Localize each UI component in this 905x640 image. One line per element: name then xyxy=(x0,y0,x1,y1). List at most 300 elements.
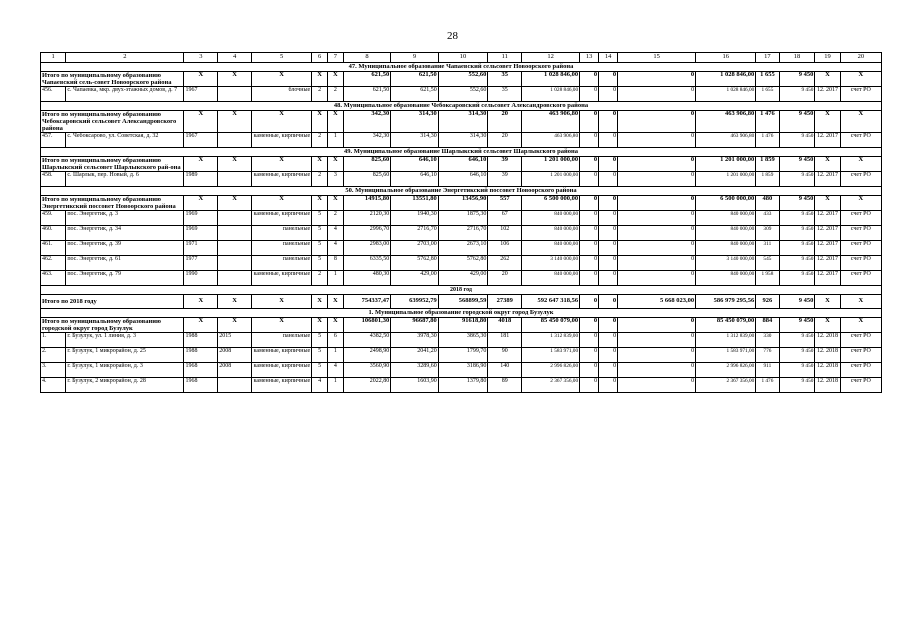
cell-c14: 0 xyxy=(599,348,618,363)
housing-register-table xyxy=(40,52,882,393)
cell-c20: счет РО xyxy=(840,87,881,102)
cell-c5: панельные xyxy=(252,256,312,271)
cell-c14: 0 xyxy=(599,363,618,378)
cell-c11: 20 xyxy=(488,271,522,286)
total-c17: 884 xyxy=(756,318,779,333)
cell-c16: 463 906,80 xyxy=(696,133,756,148)
total-c8: 754337,47 xyxy=(343,295,390,309)
cell-c16: 2 367 356,00 xyxy=(696,378,756,393)
total-c5: X xyxy=(252,111,312,133)
total-c3: X xyxy=(184,72,218,87)
cell-c4 xyxy=(218,226,252,241)
cell-c20: счет РО xyxy=(840,348,881,363)
cell-c14: 0 xyxy=(599,256,618,271)
total-c20: X xyxy=(840,157,881,172)
cell-c14: 0 xyxy=(599,378,618,393)
total-label: Итого по муниципальному образованию городской округ город Бузулук xyxy=(41,318,184,333)
cell-c15: 0 xyxy=(618,348,696,363)
cell-c4 xyxy=(218,87,252,102)
cell-c7: 4 xyxy=(327,363,343,378)
total-c19: X xyxy=(815,318,840,333)
cell-c11: 20 xyxy=(488,133,522,148)
total-c13: 0 xyxy=(580,157,599,172)
cell-c5: панельные xyxy=(252,333,312,348)
total-c14: 0 xyxy=(599,72,618,87)
cell-c8: 2498,90 xyxy=(343,348,390,363)
total-row xyxy=(41,196,882,211)
total-c4: X xyxy=(218,318,252,333)
cell-c11: 89 xyxy=(488,378,522,393)
cell-c12: 1 201 000,00 xyxy=(522,172,580,187)
cell-c11: 262 xyxy=(488,256,522,271)
cell-c14: 0 xyxy=(599,271,618,286)
column-number: 13 xyxy=(580,53,599,63)
cell-c18: 9 450 xyxy=(779,363,815,378)
total-c12: 463 906,80 xyxy=(522,111,580,133)
total-c6: X xyxy=(312,111,328,133)
total-c18: 9 450 xyxy=(779,196,815,211)
cell-c2: г. Бузулук, 1 микрорайон, д. 3 xyxy=(66,363,184,378)
cell-c6: 2 xyxy=(312,271,328,286)
cell-c4: 2008 xyxy=(218,348,252,363)
cell-c20: счет РО xyxy=(840,271,881,286)
cell-c1: 458. xyxy=(41,172,66,187)
cell-c7: 8 xyxy=(327,256,343,271)
cell-c15: 0 xyxy=(618,226,696,241)
total-c3: X xyxy=(184,318,218,333)
total-c5: X xyxy=(252,157,312,172)
cell-c6: 5 xyxy=(312,348,328,363)
cell-c19: 12. 2017 xyxy=(815,172,840,187)
cell-c10: 314,30 xyxy=(438,133,488,148)
cell-c5: каменные, кирпичные xyxy=(252,133,312,148)
cell-c19: 12. 2018 xyxy=(815,363,840,378)
section-heading-row xyxy=(41,63,882,72)
cell-c4 xyxy=(218,241,252,256)
cell-c13: 0 xyxy=(580,348,599,363)
cell-c17: 776 xyxy=(756,348,779,363)
total-c16: 1 201 000,00 xyxy=(696,157,756,172)
cell-c18: 9 450 xyxy=(779,348,815,363)
cell-c13: 0 xyxy=(580,241,599,256)
column-number: 14 xyxy=(599,53,618,63)
total-c7: X xyxy=(327,196,343,211)
column-number: 20 xyxy=(840,53,881,63)
cell-c18: 9 450 xyxy=(779,226,815,241)
cell-c12: 1 312 839,00 xyxy=(522,333,580,348)
cell-c18: 9 450 xyxy=(779,241,815,256)
table-row xyxy=(41,172,882,187)
cell-c20: счет РО xyxy=(840,241,881,256)
cell-c4 xyxy=(218,271,252,286)
total-c8: 342,30 xyxy=(343,111,390,133)
cell-c6: 5 xyxy=(312,333,328,348)
cell-c10: 3865,30 xyxy=(438,333,488,348)
cell-c1: 462. xyxy=(41,256,66,271)
cell-c7: 4 xyxy=(327,241,343,256)
cell-c5: каменные, кирпичные xyxy=(252,378,312,393)
total-c17: 1 859 xyxy=(756,157,779,172)
total-label: Итого по муниципальному образованию Шарлыкский сельсовет Шарлыкского рай-она xyxy=(41,157,184,172)
total-c10: 646,10 xyxy=(438,157,488,172)
total-c7: X xyxy=(327,318,343,333)
cell-c2: с. Чебоксарово, ул. Советская, д. 32 xyxy=(66,133,184,148)
cell-c11: 39 xyxy=(488,172,522,187)
cell-c16: 840 000,00 xyxy=(696,241,756,256)
cell-c10: 3186,90 xyxy=(438,363,488,378)
column-number-row xyxy=(41,53,882,63)
cell-c6: 2 xyxy=(312,133,328,148)
cell-c19: 12. 2017 xyxy=(815,226,840,241)
cell-c20: счет РО xyxy=(840,363,881,378)
cell-c5: панельные xyxy=(252,241,312,256)
cell-c4 xyxy=(218,172,252,187)
total-c19: X xyxy=(815,72,840,87)
cell-c10: 552,60 xyxy=(438,87,488,102)
total-c5: X xyxy=(252,196,312,211)
cell-c6: 5 xyxy=(312,241,328,256)
column-number: 8 xyxy=(343,53,390,63)
cell-c11: 102 xyxy=(488,226,522,241)
cell-c19: 12. 2017 xyxy=(815,241,840,256)
cell-c19: 12. 2017 xyxy=(815,211,840,226)
cell-c15: 0 xyxy=(618,172,696,187)
column-number: 18 xyxy=(779,53,815,63)
cell-c18: 9 450 xyxy=(779,87,815,102)
cell-c1: 459. xyxy=(41,211,66,226)
cell-c16: 1 028 846,00 xyxy=(696,87,756,102)
total-c20: X xyxy=(840,295,881,309)
cell-c16: 840 000,00 xyxy=(696,211,756,226)
cell-c5: каменные, кирпичные xyxy=(252,172,312,187)
cell-c20: счет РО xyxy=(840,172,881,187)
cell-c5: каменные, кирпичные xyxy=(252,211,312,226)
cell-c15: 0 xyxy=(618,241,696,256)
cell-c7: 2 xyxy=(327,211,343,226)
table-row xyxy=(41,226,882,241)
section-heading-row xyxy=(41,309,882,318)
total-c11: 20 xyxy=(488,111,522,133)
cell-c10: 1875,30 xyxy=(438,211,488,226)
year-heading: 2018 год xyxy=(41,286,882,295)
cell-c18: 9 450 xyxy=(779,333,815,348)
total-c3: X xyxy=(184,295,218,309)
cell-c8: 4382,50 xyxy=(343,333,390,348)
cell-c13: 0 xyxy=(580,172,599,187)
section-heading: 50. Муниципальное образование Энергетикский поссовет Новоорского района xyxy=(41,187,882,196)
cell-c8: 342,30 xyxy=(343,133,390,148)
cell-c10: 2673,10 xyxy=(438,241,488,256)
column-number: 17 xyxy=(756,53,779,63)
total-c10: 13456,90 xyxy=(438,196,488,211)
total-c16: 463 906,80 xyxy=(696,111,756,133)
cell-c10: 1379,80 xyxy=(438,378,488,393)
total-c17: 1 476 xyxy=(756,111,779,133)
total-label: Итого по муниципальному образованию Чапаевский сель-совет Новоорского района xyxy=(41,72,184,87)
cell-c13: 0 xyxy=(580,378,599,393)
cell-c5: каменные, кирпичные xyxy=(252,271,312,286)
cell-c8: 3560,90 xyxy=(343,363,390,378)
cell-c10: 646,10 xyxy=(438,172,488,187)
total-c19: X xyxy=(815,196,840,211)
cell-c12: 463 906,80 xyxy=(522,133,580,148)
cell-c17: 911 xyxy=(756,363,779,378)
cell-c11: 67 xyxy=(488,211,522,226)
total-c9: 314,30 xyxy=(391,111,438,133)
total-c14: 0 xyxy=(599,111,618,133)
cell-c14: 0 xyxy=(599,333,618,348)
cell-c2: г. Бузулук, 2 микрорайон, д. 28 xyxy=(66,378,184,393)
cell-c13: 0 xyxy=(580,226,599,241)
total-c7: X xyxy=(327,295,343,309)
total-c15: 0 xyxy=(618,72,696,87)
total-label: Итого по муниципальному образованию Чебоксаровский сельсовет Александровского района xyxy=(41,111,184,133)
cell-c18: 9 450 xyxy=(779,133,815,148)
cell-c9: 5762,80 xyxy=(391,256,438,271)
total-c6: X xyxy=(312,295,328,309)
total-row xyxy=(41,295,882,309)
total-c18: 9 450 xyxy=(779,295,815,309)
total-c18: 9 450 xyxy=(779,72,815,87)
total-c7: X xyxy=(327,157,343,172)
total-c5: X xyxy=(252,295,312,309)
total-c7: X xyxy=(327,72,343,87)
total-c8: 621,50 xyxy=(343,72,390,87)
section-heading: 48. Муниципальное образование Чебоксаровский сельсовет Александровского района xyxy=(41,102,882,111)
cell-c16: 1 201 000,00 xyxy=(696,172,756,187)
table-row xyxy=(41,271,882,286)
cell-c12: 840 000,00 xyxy=(522,211,580,226)
cell-c1: 456. xyxy=(41,87,66,102)
total-c4: X xyxy=(218,111,252,133)
total-c20: X xyxy=(840,318,881,333)
year-heading-row xyxy=(41,286,882,295)
cell-c9: 3978,30 xyxy=(391,333,438,348)
total-c16: 85 450 079,00 xyxy=(696,318,756,333)
cell-c19: 12. 2017 xyxy=(815,271,840,286)
cell-c11: 35 xyxy=(488,87,522,102)
column-number: 19 xyxy=(815,53,840,63)
total-row xyxy=(41,157,882,172)
total-c13: 0 xyxy=(580,111,599,133)
cell-c7: 3 xyxy=(327,172,343,187)
total-c11: 35 xyxy=(488,72,522,87)
cell-c10: 429,00 xyxy=(438,271,488,286)
cell-c1: 3. xyxy=(41,363,66,378)
cell-c12: 2 996 826,00 xyxy=(522,363,580,378)
total-c14: 0 xyxy=(599,157,618,172)
total-c11: 557 xyxy=(488,196,522,211)
cell-c20: счет РО xyxy=(840,256,881,271)
cell-c14: 0 xyxy=(599,133,618,148)
total-c20: X xyxy=(840,111,881,133)
total-c20: X xyxy=(840,196,881,211)
cell-c4 xyxy=(218,256,252,271)
cell-c3: 1969 xyxy=(184,226,218,241)
total-c15: 5 668 023,00 xyxy=(618,295,696,309)
cell-c2: пос. Энергетик, д. 3 xyxy=(66,211,184,226)
cell-c3: 1977 xyxy=(184,256,218,271)
cell-c3: 1989 xyxy=(184,172,218,187)
cell-c19: 12. 2018 xyxy=(815,333,840,348)
table-row xyxy=(41,241,882,256)
total-c14: 0 xyxy=(599,318,618,333)
total-c4: X xyxy=(218,196,252,211)
cell-c16: 1 583 971,00 xyxy=(696,348,756,363)
cell-c6: 5 xyxy=(312,256,328,271)
cell-c3: 1988 xyxy=(184,333,218,348)
cell-c16: 840 000,00 xyxy=(696,271,756,286)
total-c6: X xyxy=(312,196,328,211)
total-c16: 1 028 846,00 xyxy=(696,72,756,87)
cell-c2: пос. Энергетик, д. 34 xyxy=(66,226,184,241)
total-c17: 480 xyxy=(756,196,779,211)
total-c3: X xyxy=(184,111,218,133)
page-number: 28 xyxy=(447,30,458,42)
table-row xyxy=(41,133,882,148)
cell-c16: 3 140 000,00 xyxy=(696,256,756,271)
cell-c2: пос. Энергетик, д. 39 xyxy=(66,241,184,256)
cell-c13: 0 xyxy=(580,363,599,378)
cell-c11: 140 xyxy=(488,363,522,378)
cell-c17: 1 476 xyxy=(756,133,779,148)
table-row xyxy=(41,211,882,226)
cell-c17: 1 859 xyxy=(756,172,779,187)
total-c17: 926 xyxy=(756,295,779,309)
total-c19: X xyxy=(815,295,840,309)
total-c4: X xyxy=(218,295,252,309)
section-heading: 47. Муниципальное образование Чапаевский сельсовет Новоорского района xyxy=(41,63,882,72)
cell-c6: 5 xyxy=(312,226,328,241)
total-c16: 6 500 000,00 xyxy=(696,196,756,211)
cell-c19: 12. 2017 xyxy=(815,133,840,148)
cell-c20: счет РО xyxy=(840,211,881,226)
cell-c17: 330 xyxy=(756,333,779,348)
cell-c3: 1967 xyxy=(184,133,218,148)
total-row xyxy=(41,111,882,133)
total-c20: X xyxy=(840,72,881,87)
cell-c6: 5 xyxy=(312,211,328,226)
section-heading-row xyxy=(41,102,882,111)
total-c16: 586 979 295,56 xyxy=(696,295,756,309)
cell-c19: 12. 2017 xyxy=(815,87,840,102)
cell-c19: 12. 2018 xyxy=(815,378,840,393)
total-label: Итого по муниципальному образованию Энергетикский поссовет Новоорского района xyxy=(41,196,184,211)
total-c9: 621,50 xyxy=(391,72,438,87)
cell-c7: 1 xyxy=(327,271,343,286)
cell-c2: с. Чапаевка, мкр. двух-этажных домов, д. 7 xyxy=(66,87,184,102)
total-c18: 9 450 xyxy=(779,111,815,133)
section-heading: 1. Муниципальное образование городской округ город Бузулук xyxy=(41,309,882,318)
total-c13: 0 xyxy=(580,196,599,211)
cell-c17: 433 xyxy=(756,211,779,226)
cell-c17: 1 655 xyxy=(756,87,779,102)
cell-c14: 0 xyxy=(599,172,618,187)
cell-c4: 2008 xyxy=(218,363,252,378)
column-number: 12 xyxy=(522,53,580,63)
cell-c13: 0 xyxy=(580,211,599,226)
cell-c2: пос. Энергетик, д. 79 xyxy=(66,271,184,286)
total-c10: 91618,80 xyxy=(438,318,488,333)
cell-c7: 1 xyxy=(327,348,343,363)
total-c9: 96687,80 xyxy=(391,318,438,333)
cell-c7: 1 xyxy=(327,133,343,148)
cell-c15: 0 xyxy=(618,333,696,348)
cell-c4 xyxy=(218,133,252,148)
cell-c12: 1 028 846,00 xyxy=(522,87,580,102)
cell-c14: 0 xyxy=(599,211,618,226)
cell-c9: 1603,90 xyxy=(391,378,438,393)
total-c8: 106801,30 xyxy=(343,318,390,333)
cell-c4 xyxy=(218,378,252,393)
cell-c8: 480,30 xyxy=(343,271,390,286)
cell-c3: 1968 xyxy=(184,363,218,378)
column-number: 1 xyxy=(41,53,66,63)
column-number: 11 xyxy=(488,53,522,63)
cell-c12: 3 140 000,00 xyxy=(522,256,580,271)
cell-c2: г. Бузулук, 1 микрорайон, д. 25 xyxy=(66,348,184,363)
total-c5: X xyxy=(252,318,312,333)
cell-c4 xyxy=(218,211,252,226)
cell-c9: 314,30 xyxy=(391,133,438,148)
total-c3: X xyxy=(184,196,218,211)
total-c15: 0 xyxy=(618,318,696,333)
cell-c14: 0 xyxy=(599,241,618,256)
section-heading-row xyxy=(41,148,882,157)
column-number: 16 xyxy=(696,53,756,63)
cell-c1: 2. xyxy=(41,348,66,363)
cell-c9: 646,10 xyxy=(391,172,438,187)
cell-c8: 2996,70 xyxy=(343,226,390,241)
section-heading-row xyxy=(41,187,882,196)
table-row xyxy=(41,363,882,378)
cell-c7: 6 xyxy=(327,333,343,348)
cell-c7: 2 xyxy=(327,87,343,102)
cell-c15: 0 xyxy=(618,87,696,102)
cell-c11: 106 xyxy=(488,241,522,256)
cell-c13: 0 xyxy=(580,271,599,286)
total-c5: X xyxy=(252,72,312,87)
column-number: 3 xyxy=(184,53,218,63)
cell-c20: счет РО xyxy=(840,333,881,348)
cell-c18: 9 450 xyxy=(779,271,815,286)
total-c13: 0 xyxy=(580,295,599,309)
total-c9: 13551,80 xyxy=(391,196,438,211)
cell-c17: 311 xyxy=(756,241,779,256)
cell-c19: 12. 2017 xyxy=(815,256,840,271)
total-c18: 9 450 xyxy=(779,157,815,172)
cell-c14: 0 xyxy=(599,87,618,102)
cell-c6: 5 xyxy=(312,363,328,378)
total-c13: 0 xyxy=(580,318,599,333)
cell-c14: 0 xyxy=(599,226,618,241)
cell-c5: каменные, кирпичные xyxy=(252,348,312,363)
total-c15: 0 xyxy=(618,196,696,211)
cell-c6: 4 xyxy=(312,378,328,393)
table-row xyxy=(41,348,882,363)
cell-c18: 9 450 xyxy=(779,172,815,187)
cell-c15: 0 xyxy=(618,271,696,286)
total-c6: X xyxy=(312,318,328,333)
cell-c18: 9 450 xyxy=(779,378,815,393)
cell-c2: с. Шарлык, пер. Новый, д. 6 xyxy=(66,172,184,187)
cell-c1: 461. xyxy=(41,241,66,256)
total-c7: X xyxy=(327,111,343,133)
column-number: 10 xyxy=(438,53,488,63)
cell-c6: 2 xyxy=(312,172,328,187)
cell-c12: 840 000,00 xyxy=(522,226,580,241)
total-c15: 0 xyxy=(618,111,696,133)
